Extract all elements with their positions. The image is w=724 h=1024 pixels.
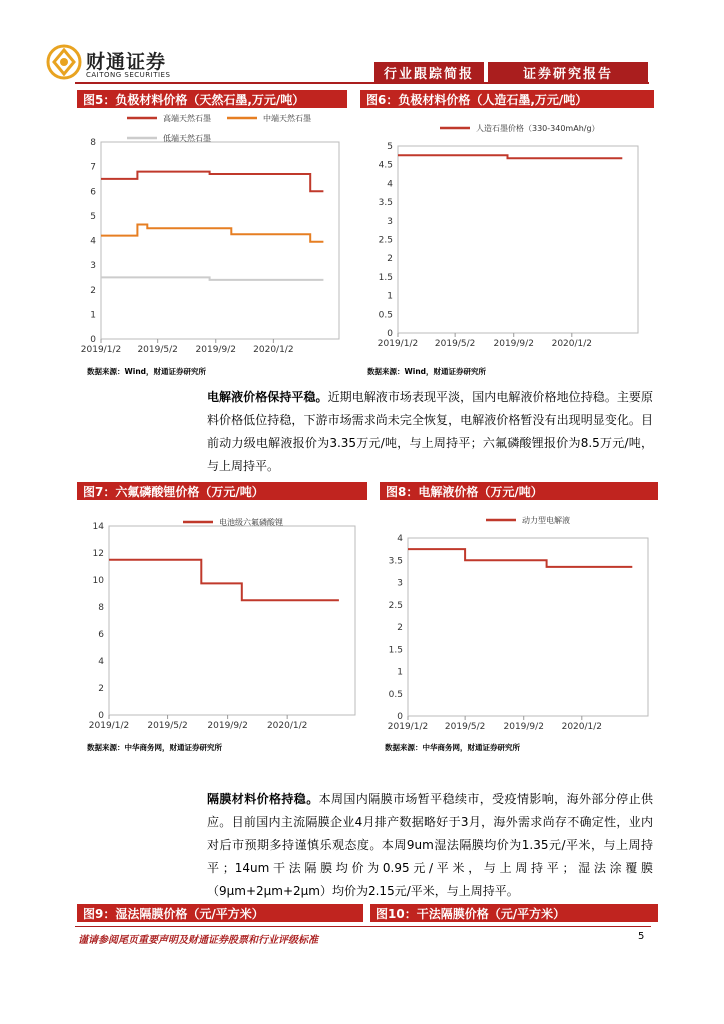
- y-tick-label: 6: [98, 630, 104, 640]
- y-tick-label: 0: [397, 712, 403, 722]
- y-tick-label: 2: [90, 285, 96, 296]
- y-tick-label: 8: [98, 603, 104, 613]
- y-tick-label: 8: [90, 138, 96, 148]
- x-tick-label: 2019/5/2: [137, 345, 178, 355]
- x-tick-label: 2020/1/2: [551, 339, 593, 349]
- y-tick-label: 0.5: [378, 310, 393, 321]
- y-tick-label: 1: [387, 291, 393, 302]
- y-tick-label: 4.5: [378, 160, 393, 171]
- x-tick-label: 2019/1/2: [377, 339, 419, 349]
- legend-label: 高端天然石墨: [163, 114, 211, 123]
- fig6-chart: [360, 110, 650, 360]
- x-tick-label: 2020/1/2: [253, 345, 294, 355]
- y-tick-label: 2: [387, 254, 393, 265]
- x-tick-label: 2019/1/2: [88, 721, 130, 731]
- report-type-badge: 行业跟踪简报: [374, 62, 484, 82]
- y-tick-label: 3.5: [388, 556, 403, 567]
- fig7-source: 数据来源：中华商务网，财通证券研究所: [87, 743, 222, 752]
- footer-disclaimer: 谨请参阅尾页重要声明及财通证券股票和行业评级标准: [78, 935, 318, 946]
- series-line: [109, 560, 339, 601]
- legend-label: 人造石墨价格（330-340mAh/g）: [476, 124, 600, 133]
- legend-label: 中端天然石墨: [263, 114, 311, 123]
- fig6-caption: 图6：负极材料价格（人造石墨,万元/吨）: [360, 90, 654, 108]
- page-number: 5: [638, 931, 645, 942]
- electrolyte-lead: 电解液价格保持平稳。: [207, 390, 328, 404]
- plot-frame: [398, 146, 638, 333]
- y-tick-label: 10: [92, 576, 104, 586]
- y-tick-label: 3.5: [378, 198, 393, 209]
- fig6-source: 数据来源：Wind，财通证券研究所: [367, 367, 487, 376]
- x-tick-label: 2019/9/2: [493, 339, 534, 349]
- series-line: [101, 225, 323, 242]
- y-tick-label: 5: [387, 142, 393, 152]
- report-kind-badge: 证券研究报告: [488, 62, 648, 82]
- series-line: [101, 172, 323, 192]
- y-tick-label: 1.5: [378, 272, 393, 283]
- y-tick-label: 2: [397, 623, 403, 633]
- y-tick-label: 2.5: [378, 235, 393, 246]
- y-tick-label: 4: [90, 236, 96, 247]
- y-tick-label: 3: [387, 216, 393, 227]
- y-tick-label: 0: [387, 329, 393, 339]
- company-name: 财通证券: [86, 51, 167, 73]
- fig10-caption: 图10：干法隔膜价格（元/平方米）: [370, 904, 658, 922]
- y-tick-label: 3: [397, 578, 403, 589]
- x-tick-label: 2019/5/2: [434, 339, 476, 349]
- y-tick-label: 7: [90, 162, 96, 173]
- x-tick-label: 2020/1/2: [266, 721, 308, 731]
- fig5-chart: [77, 110, 352, 360]
- logo-mark-icon: [46, 44, 82, 80]
- x-tick-label: 2019/1/2: [80, 345, 122, 355]
- separator-lead: 隔膜材料价格持稳。: [207, 792, 319, 806]
- series-line: [408, 549, 632, 567]
- fig7-chart: [77, 506, 367, 732]
- y-tick-label: 4: [387, 179, 393, 190]
- header-rule: [75, 82, 649, 84]
- x-tick-label: 2019/9/2: [195, 345, 236, 355]
- fig8-caption: 图8：电解液价格（万元/吨）: [380, 482, 658, 500]
- series-line: [398, 155, 622, 158]
- y-tick-label: 14: [92, 522, 104, 532]
- y-tick-label: 0.5: [388, 689, 403, 700]
- y-tick-label: 1: [90, 310, 96, 321]
- y-tick-label: 5: [90, 211, 96, 222]
- y-tick-label: 2.5: [388, 600, 403, 611]
- fig5-caption: 图5：负极材料价格（天然石墨,万元/吨）: [77, 90, 347, 108]
- y-tick-label: 12: [92, 549, 104, 559]
- series-line: [101, 277, 323, 280]
- x-tick-label: 2019/9/2: [207, 721, 248, 731]
- legend-label: 电池级六氟磷酸锂: [219, 518, 283, 527]
- y-tick-label: 1.5: [388, 645, 403, 656]
- x-tick-label: 2020/1/2: [561, 722, 603, 732]
- separator-body: 本周国内隔膜市场暂平稳续市，受疫情影响，海外部分停止供应。目前国内主流隔膜企业4月排产数据略好于3月，海外需求尚存不确定性，业内对后市预期多持谨慎乐观态度。本周9um湿法隔膜均价为1.35元/平米，与上周持平；14um干法隔膜均价为0.95元/平米，与上周持平；湿法涂覆膜（9μm+2μm+2μm）均价为2.15元/平米，与上周持平。: [207, 792, 653, 898]
- y-tick-label: 0: [90, 335, 96, 345]
- y-tick-label: 6: [90, 187, 96, 198]
- y-tick-label: 4: [98, 657, 104, 667]
- x-tick-label: 2019/1/2: [387, 722, 429, 732]
- plot-frame: [408, 538, 648, 716]
- electrolyte-body: 近期电解液市场表现平淡，国内电解液价格地位持稳。主要原料价格低位持稳，下游市场需求尚未完全恢复，电解液价格暂没有出现明显变化。目前动力级电解液报价为3.35万元/吨，与上周持平；六氟磷酸锂报价为8.5万元/吨，与上周持平。: [207, 390, 653, 473]
- fig9-caption: 图9：湿法隔膜价格（元/平方米）: [77, 904, 363, 922]
- electrolyte-paragraph: [207, 386, 653, 478]
- legend-label: 动力型电解液: [522, 516, 570, 525]
- fig8-source: 数据来源：中华商务网，财通证券研究所: [385, 743, 520, 752]
- y-tick-label: 3: [90, 261, 96, 272]
- fig5-source: 数据来源：Wind，财通证券研究所: [87, 367, 207, 376]
- x-tick-label: 2019/5/2: [444, 722, 486, 732]
- y-tick-label: 4: [397, 534, 403, 544]
- footer-rule: [75, 926, 651, 927]
- legend-label: 低端天然石墨: [163, 134, 211, 143]
- x-tick-label: 2019/5/2: [147, 721, 188, 731]
- plot-frame: [109, 526, 355, 715]
- company-name-en: CAITONG SECURITIES: [86, 71, 171, 79]
- fig8-chart: [380, 506, 660, 732]
- y-tick-label: 1: [397, 667, 403, 678]
- fig7-caption: 图7：六氟磷酸锂价格（万元/吨）: [77, 482, 367, 500]
- y-tick-label: 0: [98, 711, 104, 721]
- x-tick-label: 2019/9/2: [503, 722, 544, 732]
- separator-paragraph: [207, 788, 653, 903]
- y-tick-label: 2: [98, 684, 104, 694]
